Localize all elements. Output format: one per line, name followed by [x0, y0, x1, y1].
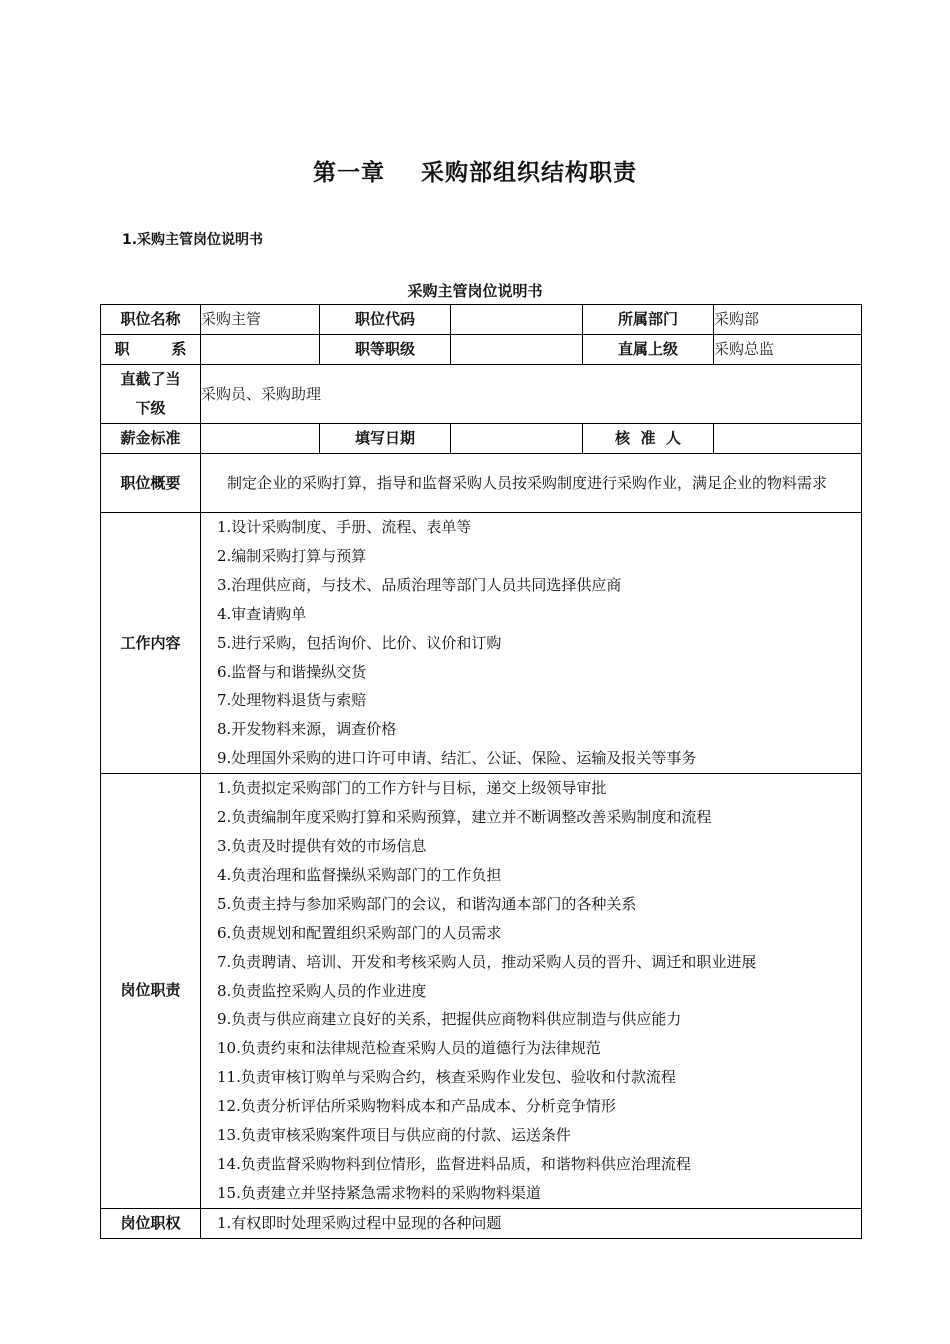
position-code-value	[451, 305, 583, 335]
work-content-item: 9.处理国外采购的进口许可申请、结汇、公证、保险、运输及报关等事务	[217, 749, 697, 768]
duty-item: 4.负责治理和监督操纵采购部门的工作负担	[217, 865, 502, 884]
duties-list	[201, 774, 861, 1208]
approver-label: 核 准 人	[583, 424, 714, 454]
duty-item: 6.负责规划和配置组织采购部门的人员需求	[217, 923, 502, 942]
table-row	[101, 513, 862, 774]
department-value: 采购部	[714, 305, 862, 335]
authority-label: 岗位职权	[101, 1208, 201, 1238]
position-name-value: 采购主管	[201, 305, 320, 335]
duty-item: 11.负责审核订购单与采购合约，核查采购作业发包、验收和付款流程	[217, 1068, 676, 1087]
work-content-item: 4.审查请购单	[217, 604, 307, 623]
table-row	[101, 305, 862, 335]
work-content-list	[201, 513, 861, 773]
duty-item: 13.负责审核采购案件项目与供应商的付款、运送条件	[217, 1126, 571, 1145]
supervisor-value: 采购总监	[714, 335, 862, 365]
work-content-label: 工作内容	[101, 513, 201, 774]
salary-value	[201, 424, 320, 454]
work-content-item: 6.监督与和谐操纵交货	[217, 662, 367, 681]
grade-value	[451, 335, 583, 365]
duty-item: 9.负责与供应商建立良好的关系，把握供应商物料供应制造与供应能力	[217, 1010, 682, 1029]
table-row	[101, 454, 862, 513]
duty-item: 15.负责建立并坚持紧急需求物料的采购物料渠道	[217, 1183, 541, 1202]
work-content-item: 2.编制采购打算与预算	[217, 546, 367, 565]
table-row	[101, 774, 862, 1209]
job-family-label: 职 系	[101, 335, 201, 365]
authority-item: 1.有权即时处理采购过程中显现的各种问题	[217, 1213, 502, 1232]
duties-cell	[201, 774, 862, 1209]
department-label: 所属部门	[583, 305, 714, 335]
job-description-table	[100, 304, 862, 1239]
approver-value	[714, 424, 862, 454]
summary-text: 制定企业的采购打算，指导和监督采购人员按采购制度进行采购作业，满足企业的物料需求	[227, 473, 828, 492]
chapter-title: 第一章 采购部组织结构职责	[312, 160, 638, 186]
duty-item: 1.负责拟定采购部门的工作方针与目标，递交上级领导审批	[217, 779, 607, 798]
job-family-value	[201, 335, 320, 365]
authority-cell	[201, 1208, 862, 1238]
subordinates-label-line2: 下级	[135, 399, 166, 417]
duty-item: 12.负责分析评估所采购物料成本和产品成本、分析竞争情形	[217, 1097, 616, 1116]
section-heading: 1.采购主管岗位说明书	[122, 232, 264, 248]
duty-item: 2.负责编制年度采购打算和采购预算，建立并不断调整改善采购制度和流程	[217, 808, 712, 827]
fill-date-value	[451, 424, 583, 454]
work-content-item: 1.设计采购制度、手册、流程、表单等	[217, 518, 472, 536]
table-caption: 采购主管岗位说明书	[407, 282, 543, 300]
work-content-item: 8.开发物料来源，调查价格	[217, 720, 397, 739]
subordinates-label	[101, 365, 201, 424]
supervisor-label: 直属上级	[583, 335, 714, 365]
subordinates-label-line1: 直截了当	[120, 370, 181, 388]
summary-cell	[201, 454, 862, 513]
duty-item: 5.负责主持与参加采购部门的会议，和谐沟通本部门的各种关系	[217, 894, 637, 913]
salary-label: 薪金标准	[101, 424, 201, 454]
grade-label: 职等职级	[320, 335, 451, 365]
duty-item: 7.负责聘请、培训、开发和考核采购人员，推动采购人员的晋升、调迁和职业进展	[217, 952, 757, 971]
duty-item: 8.负责监控采购人员的作业进度	[217, 981, 427, 1000]
work-content-item: 5.进行采购，包括询价、比价、议价和订购	[217, 633, 502, 652]
authority-list	[201, 1209, 861, 1238]
duty-item: 10.负责约束和法律规范检查采购人员的道德行为法律规范	[217, 1039, 601, 1058]
summary-label: 职位概要	[101, 454, 201, 513]
table-row	[101, 1208, 862, 1238]
subordinates-value: 采购员、采购助理	[201, 365, 862, 424]
work-content-item: 3.治理供应商，与技术、品质治理等部门人员共同选择供应商	[217, 575, 622, 594]
position-code-label: 职位代码	[320, 305, 451, 335]
fill-date-label: 填写日期	[320, 424, 451, 454]
table-row	[101, 365, 862, 424]
duties-label: 岗位职责	[101, 774, 201, 1209]
position-name-label: 职位名称	[101, 305, 201, 335]
table-row	[101, 424, 862, 454]
work-content-cell	[201, 513, 862, 774]
table-row	[101, 335, 862, 365]
duty-item: 14.负责监督采购物料到位情形，监督进料品质，和谐物料供应治理流程	[217, 1154, 691, 1173]
duty-item: 3.负责及时提供有效的市场信息	[217, 836, 427, 855]
work-content-item: 7.处理物料退货与索赔	[217, 691, 367, 710]
